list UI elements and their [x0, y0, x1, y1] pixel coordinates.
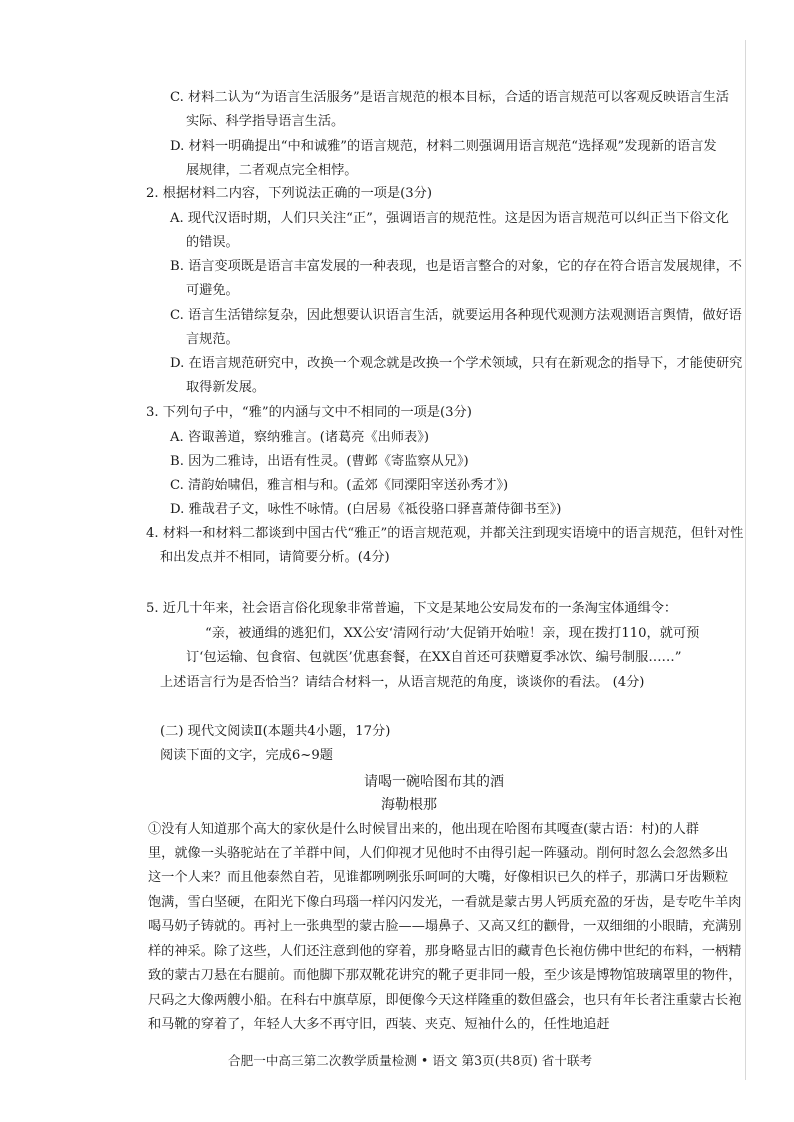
question-4-line2: 和出发点并不相同，请简要分析。(4分) — [160, 550, 390, 565]
option-d-line1: D. 材料一明确提出“中和诚雅”的语言规范，材料二则强调用语言规范“选择观”发现新的语言发 — [170, 139, 717, 154]
q2-option-c-line2: 言规范。 — [186, 332, 239, 347]
article-line-2: 里，就像一头骆驼站在了羊群中间，人们仰视才见他时不由得引起一阵骚动。削何时忽么会忽然多出 — [148, 846, 729, 861]
q2-option-c-line1: C. 语言生活错综复杂，因此想要认识语言生活，就要运用各种现代观测方法观测语言舆情，做好语 — [170, 308, 742, 323]
q2-option-a-line1: A. 现代汉语时期，人们只关注“正”，强调语言的规范性。这是因为语言规范可以纠正当下俗文化 — [170, 211, 729, 226]
article-line-9: 和马靴的穿着了，年轻人大多不再守旧，西装、夹克、短袖什么的，任性地追赶 — [148, 1017, 610, 1032]
q5-quote-line1: “亲，被通缉的逃犯们，XX公安‘清网行动’大促销开始啦！亲，现在拨打110，就可预 — [205, 626, 700, 641]
q2-option-d-line1: D. 在语言规范研究中，改换一个观念就是改换一个学术领域，只有在新观念的指导下，才能使研究 — [170, 356, 743, 371]
page-footer: 合肥一中高三第二次教学质量检测 • 语文 第3页(共8页) 省十联考 — [228, 1053, 593, 1068]
reading-instruction: 阅读下面的文字，完成6~9题 — [160, 748, 333, 763]
question-3-stem: 3. 下列句子中，“雅”的内涵与文中不相同的一项是(3分) — [146, 405, 472, 420]
q2-option-a-line2: 的错误。 — [186, 235, 239, 250]
q5-quote-line2: 订‘包运输、包食宿、包就医’优惠套餐，在XX自首还可获赠夏季冰饮、编号制服……” — [186, 650, 682, 665]
article-line-1: ①没有人知道那个高大的家伙是什么时候冒出来的，他出现在哈图布其嘎查(蒙古语：村)的人群 — [148, 822, 699, 837]
article-line-4: 饱满，雪白坚硬，在阳光下像白玛瑙一样闪闪发光，一看就是蒙古男人钙质充盈的牙齿，是专吃牛羊肉 — [148, 895, 742, 910]
article-title: 请喝一碗哈图布其的酒 — [364, 774, 504, 790]
q2-option-d-line2: 取得新发展。 — [186, 380, 266, 395]
q2-option-b-line2: 可避免。 — [186, 283, 239, 298]
option-d-line2: 展规律，二者观点完全相悖。 — [186, 163, 358, 178]
q3-option-b: B. 因为二雅诗，出语有性灵。(曹邺《寄监察从兄》) — [170, 454, 469, 469]
question-4-line1: 4. 材料一和材料二都谈到中国古代“雅正”的语言规范观，并都关注到现实语境中的语言规范，但针对性 — [146, 526, 744, 541]
page-edge-shadow — [745, 40, 746, 1080]
question-5-stem: 5. 近几十年来，社会语言俗化现象非常普遍，下文是某地公安局发布的一条淘宝体通缉令： — [146, 601, 678, 616]
q3-option-d: D. 雅哉君子文，咏性不咏情。(白居易《祗役骆口驿喜萧侍御书至》) — [170, 502, 562, 517]
q2-option-b-line1: B. 语言变项既是语言丰富发展的一种表现，也是语言整合的对象，它的存在符合语言发展规律，不 — [170, 259, 742, 274]
option-c-line2: 实际、科学指导语言生活。 — [186, 114, 345, 129]
section-2-heading: (二) 现代文阅读Ⅱ(本题共4小题，17分) — [160, 724, 391, 739]
article-line-7: 致的蒙古刀悬在右腿前。而他脚下那双靴花讲究的靴子更非同一般，至少该是博物馆玻璃罩里的物件， — [148, 968, 742, 983]
article-line-3: 这一个人来？而且他泰然自若，见谁都咧咧张乐呵呵的大嘴，好像相识已久的样子，那满口牙齿颗粒 — [148, 870, 729, 885]
q5-ask: 上述语言行为是否恰当？请结合材料一，从语言规范的角度，谈谈你的看法。 (4分) — [160, 675, 645, 690]
q3-option-c: C. 清韵始啸侣，雅言相与和。(孟郊《同溧阳宰送孙秀才》) — [170, 478, 509, 493]
article-author: 海勒根那 — [381, 797, 437, 813]
article-line-6: 样的神采。除了这些，人们还注意到他的穿着，那身略显古旧的藏青色长袍仿佛中世纪的布料，一柄精 — [148, 944, 742, 959]
question-2-stem: 2. 根据材料二内容，下列说法正确的一项是(3分) — [146, 186, 433, 201]
option-c-line1: C. 材料二认为“为语言生活服务”是语言规范的根本目标，合适的语言规范可以客观反映语言生活 — [170, 90, 729, 105]
article-line-5: 喝马奶子铸就的。再衬上一张典型的蒙古脸——塌鼻子、又高又红的颧骨，一双细细的小眼睛，充满别 — [148, 919, 742, 934]
article-line-8: 尺码之大像两艘小船。在科右中旗草原，即便像今天这样隆重的数但盛会，也只有年长者注重蒙古长袍 — [148, 993, 742, 1008]
q3-option-a: A. 咨诹善道，察纳雅言。(诸葛亮《出师表》) — [170, 430, 429, 445]
